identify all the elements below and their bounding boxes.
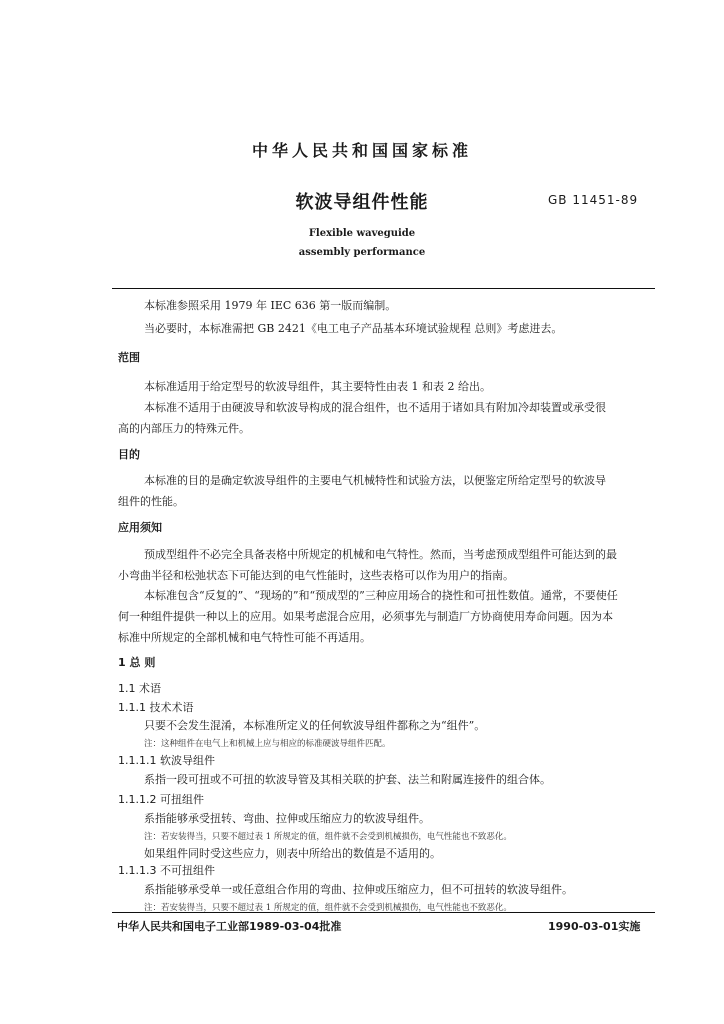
purpose-paragraph-a: 本标准的目的是确定软波导组件的主要电气机械特性和试验方法，以便鉴定所给定型号的软波导: [144, 474, 606, 487]
footer-divider: [112, 912, 655, 913]
section-1-1-1-3-note: 注：若安装得当，只要不超过表 1 所规定的值，组件就不会受到机械损伤，电气性能也不致恶化。: [144, 903, 512, 913]
preface-line-2: 当必要时，本标准需把 GB 2421《电工电子产品基本环境试验规程 总则》考虑进去。: [144, 322, 563, 335]
preface-line-1: 本标准参照采用 1979 年 IEC 636 第一版而编制。: [144, 299, 397, 312]
standard-code: GB 11451-89: [548, 193, 639, 207]
scope-heading: 范围: [118, 351, 140, 364]
application-heading: 应用须知: [118, 521, 162, 534]
section-1-1-1-1-text: 系指一段可扭或不可扭的软波导管及其相关联的护套、法兰和附属连接件的组合体。: [144, 773, 551, 786]
section-1-1: 1.1 术语: [118, 682, 161, 695]
document-title: 软波导组件性能: [295, 192, 429, 213]
section-1-1-1-2: 1.1.1.2 可扭组件: [118, 793, 204, 806]
scope-paragraph-2b: 高的内部压力的特殊元件。: [118, 422, 250, 435]
header-divider: [112, 288, 655, 289]
issuing-nation: 中华人民共和国国家标准: [251, 141, 472, 160]
purpose-heading: 目的: [118, 448, 140, 461]
scope-paragraph-1: 本标准适用于给定型号的软波导组件，其主要特性由表 1 和表 2 给出。: [144, 380, 491, 393]
effective-date: 1990-03-01实施: [548, 920, 641, 933]
application-paragraph-1a: 预成型组件不必完全具备表格中所规定的机械和电气特性。然而，当考虑预成型组件可能达到的最: [144, 548, 617, 561]
section-1-1-1-note: 注：这种组件在电气上和机械上应与相应的标准硬波导组件匹配。: [144, 739, 391, 749]
section-1-1-1-3-text: 系指能够承受单一或任意组合作用的弯曲、拉伸或压缩应力，但不可扭转的软波导组件。: [144, 883, 573, 896]
section-1-1-1-2-text: 系指能够承受扭转、弯曲、拉伸或压缩应力的软波导组件。: [144, 812, 430, 825]
scope-paragraph-2a: 本标准不适用于由硬波导和软波导构成的混合组件，也不适用于诸如具有附加冷却装置或承受很: [144, 401, 606, 414]
application-paragraph-2b: 何一种组件提供一种以上的应用。如果考虑混合应用，必须事先与制造厂方协商使用寿命问题。因为本: [118, 610, 613, 623]
section-1-1-1-2-note: 注：若安装得当，只要不超过表 1 所规定的值，组件就不会受到机械损伤，电气性能也不致恶化。: [144, 832, 512, 842]
section-1-1-1-3: 1.1.1.3 不可扭组件: [118, 864, 215, 877]
purpose-paragraph-b: 组件的性能。: [118, 495, 184, 508]
english-title-line-2: assembly performance: [298, 247, 426, 258]
section-1-1-1-2-extra: 如果组件同时受这些应力，则表中所给出的数值是不适用的。: [144, 847, 441, 860]
application-paragraph-1b: 小弯曲半径和松弛状态下可能达到的电气性能时，这些表格可以作为用户的指南。: [118, 569, 514, 582]
approval-line: 中华人民共和国电子工业部1989-03-04批准: [117, 920, 342, 933]
section-1-1-1: 1.1.1 技术术语: [118, 701, 194, 714]
application-paragraph-2c: 标准中所规定的全部机械和电气特性可能不再适用。: [118, 631, 371, 644]
section-1-1-1-1: 1.1.1.1 软波导组件: [118, 754, 215, 767]
application-paragraph-2a: 本标准包含“反复的”、“现场的”和“预成型的”三种应用场合的挠性和可扭性数值。通常，不要使任: [144, 589, 618, 602]
english-title-line-1: Flexible waveguide: [308, 228, 416, 239]
chapter-1-heading: 1 总 则: [118, 656, 156, 669]
section-1-1-1-text: 只要不会发生混淆，本标准所定义的任何软波导组件都称之为“组件”。: [144, 719, 486, 732]
